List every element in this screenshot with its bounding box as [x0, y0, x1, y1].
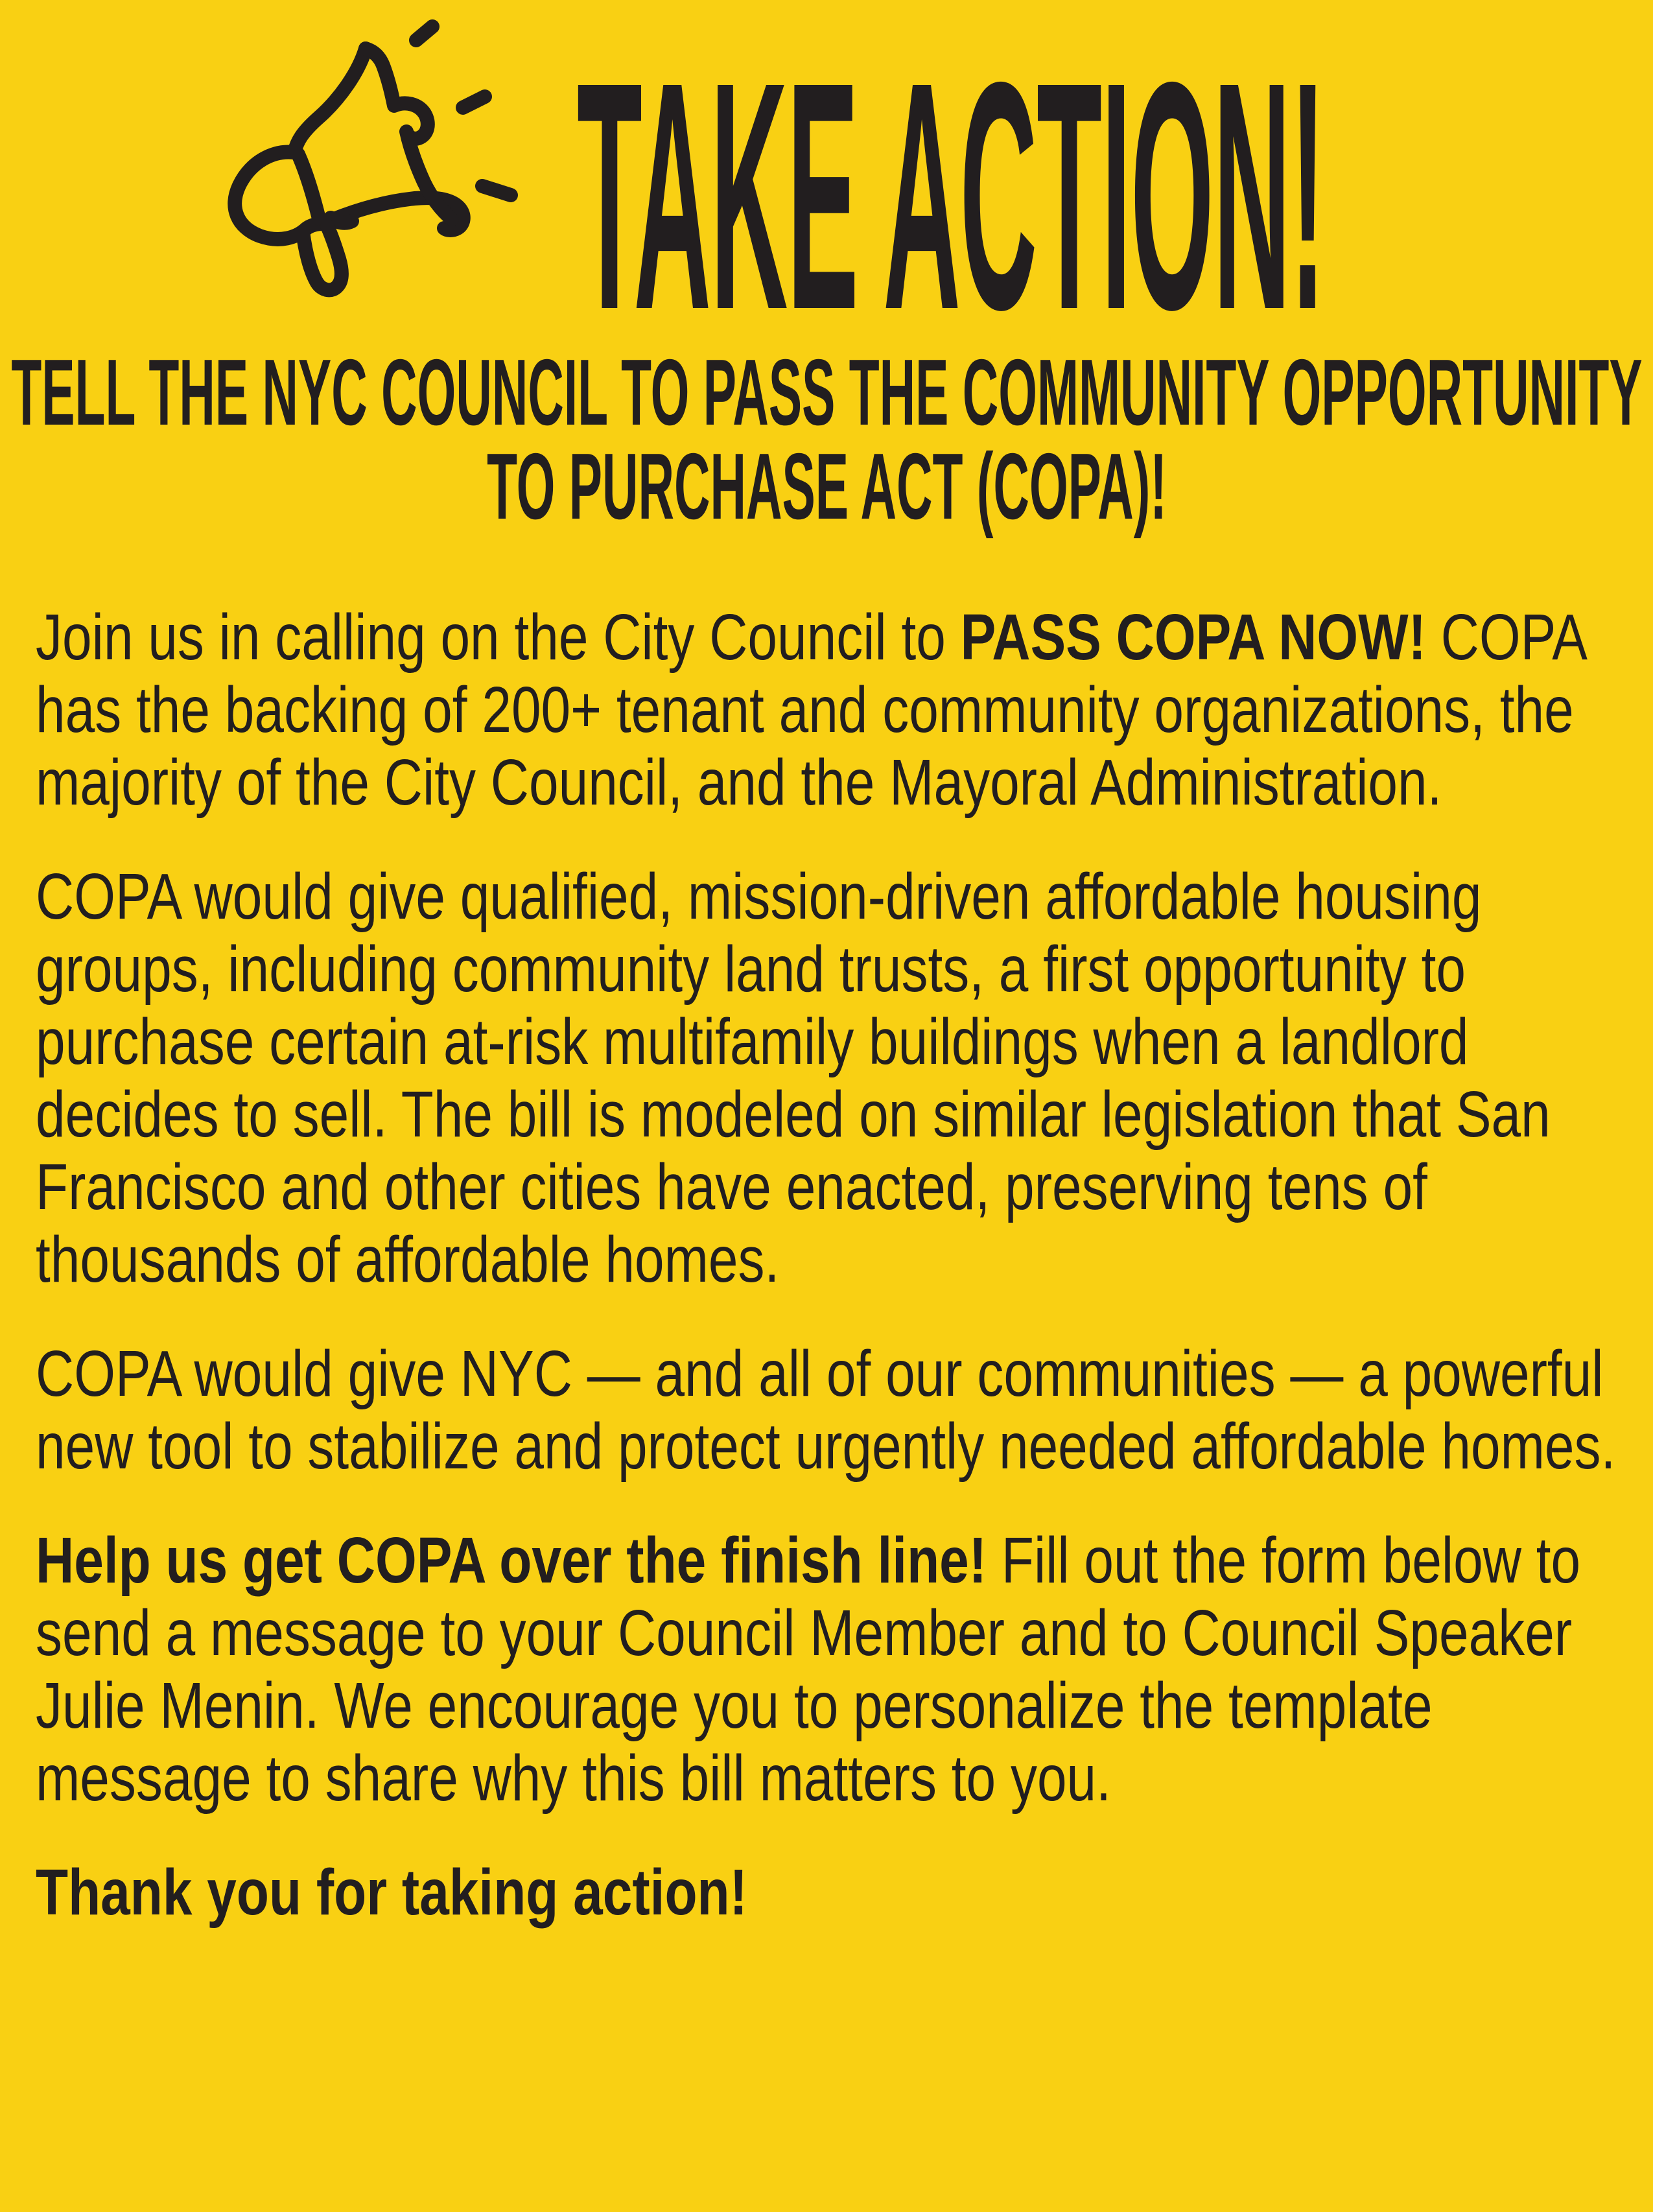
sound-dash-middle [463, 97, 485, 108]
finish-line-emphasis: Help us get COPA over the finish line! [36, 1524, 987, 1597]
paragraph-copa-tool: COPA would give NYC — and all of our communities — a powerful new tool to stabilize and protect urgently needed affordable homes. [36, 1337, 1616, 1483]
megaphone-rim-line [298, 154, 319, 218]
paragraph-text: COPA has the backing of 200+ tenant and community organizations, the majority of the City Council, and the Mayoral Administration. [36, 601, 1585, 819]
body-copy [36, 601, 1620, 1970]
paragraph-help-us [36, 1524, 1620, 1815]
page-title: TAKE ACTION! [577, 14, 1326, 377]
sound-dash-top [416, 27, 432, 40]
paragraph-text: Join us in calling on the City Council to [36, 601, 961, 674]
megaphone-handle [303, 226, 342, 290]
megaphone-body-outline [235, 49, 463, 239]
megaphone-icon [220, 3, 525, 308]
thank-you-line [36, 1856, 1620, 1929]
paragraph-copa-explainer: COPA would give qualified, mission-driven affordable housing groups, including community land trusts, a first opportunity to purchase certain at-risk multifamily buildings when a landlord decides to sell. The bill is modeled on similar legislation that San Francisco and other cities have enacted, preserving tens of thousands of affordable homes. [36, 860, 1551, 1296]
paragraph-join-us [36, 601, 1620, 819]
pass-copa-now-emphasis: PASS COPA NOW! [960, 601, 1426, 674]
page-subtitle: TELL THE NYC COUNCIL TO PASS THE COMMUNITY OPPORTUNITY TO PURCHASE ACT (COPA)! [11, 340, 1643, 539]
megaphone-trigger [331, 218, 352, 223]
paragraph-text: Fill out the form below to send a message to your Council Member and to Council Speaker Julie Menin. We encourage you to personalize the template message to share why this bill matters to you. [36, 1524, 1581, 1815]
thank-you-emphasis: Thank you for taking action! [36, 1856, 747, 1929]
sound-dash-bottom [482, 186, 511, 195]
